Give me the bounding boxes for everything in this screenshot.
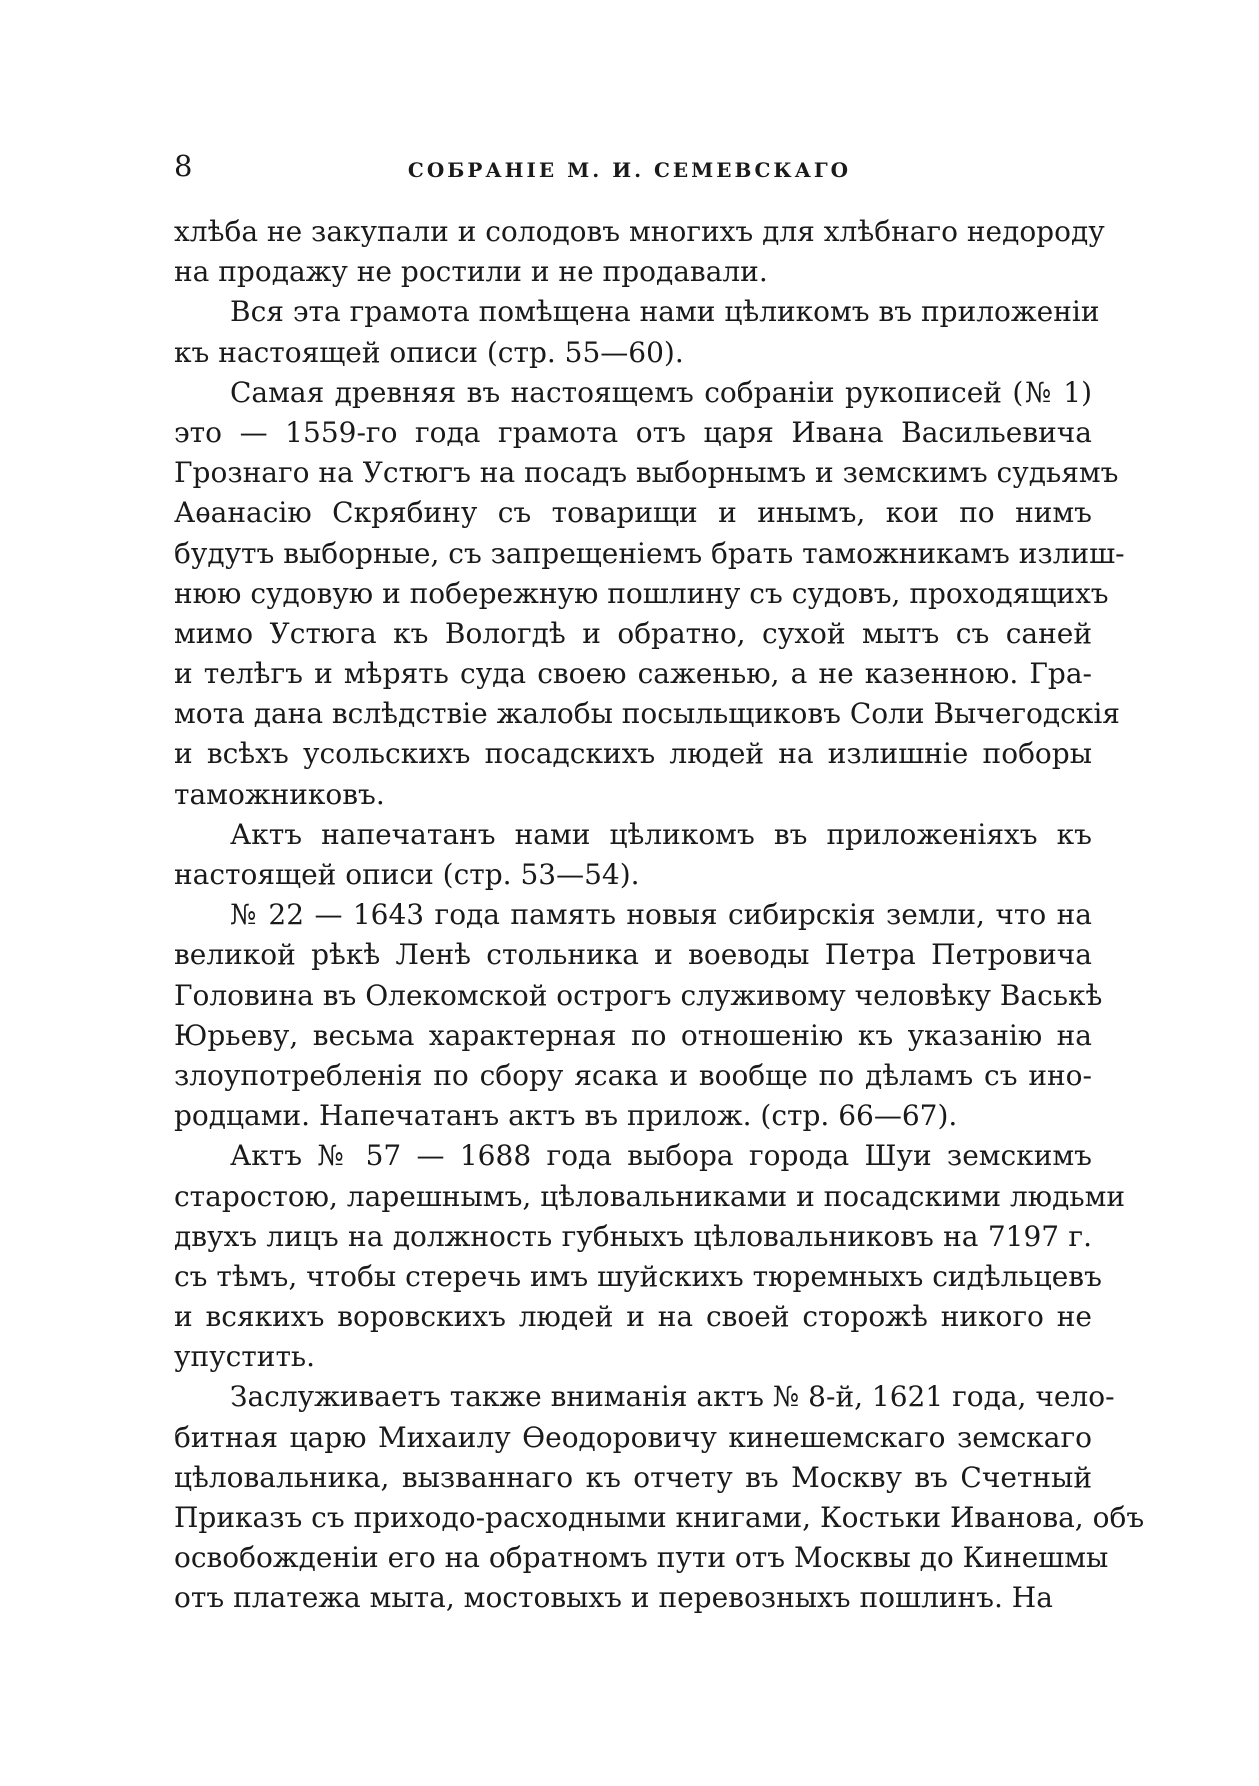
body-text: [174, 212, 1145, 1619]
text-line: Грознаго на Устюгъ на посадъ выборнымъ и земскимъ судьямъ: [174, 456, 1119, 490]
text-line: Юрьеву, весьма характерная по отношенію къ указанію на: [174, 1018, 1092, 1052]
text-line: съ тѣмъ, чтобы стеречь имъ шуйскихъ тюремныхъ сидѣльцевъ: [174, 1259, 1102, 1293]
text-line: къ настоящей описи (стр. 55—60).: [174, 335, 684, 369]
text-line: хлѣба не закупали и солодовъ многихъ для хлѣбнаго недороду: [174, 215, 1105, 248]
text-line: мота дана вслѣдствіе жалобы посыльщиковъ Соли Вычегодскія: [174, 697, 1120, 731]
text-line: Аѳанасію Скрябину съ товарищи и инымъ, кои по нимъ: [174, 496, 1092, 530]
text-line: Головина въ Олекомской острогъ служивому человѣку Васькѣ: [174, 978, 1103, 1012]
running-title: СОБРАНІЕ М. И. СЕМЕВСКАГО: [407, 158, 852, 182]
page-number: 8: [174, 149, 193, 183]
text-line: родцами. Напечатанъ актъ въ прилож. (стр. 66—67).: [174, 1099, 958, 1133]
text-line: Актъ напечатанъ нами цѣликомъ въ приложеніяхъ къ: [230, 817, 1092, 851]
text-line: великой рѣкѣ Ленѣ стольника и воеводы Петра Петровича: [174, 938, 1092, 972]
text-line: и всѣхъ усольскихъ посадскихъ людей на излишніе поборы: [174, 737, 1092, 771]
paragraph: [174, 1136, 1126, 1377]
text-line: отъ платежа мыта, мостовыхъ и перевозныхъ пошлинъ. На: [174, 1581, 1053, 1615]
text-line: нюю судовую и побережную пошлину съ судовъ, проходящихъ: [174, 576, 1109, 610]
paragraph: [174, 292, 1100, 372]
text-line: Актъ № 57 — 1688 года выбора города Шуи земскимъ: [230, 1139, 1092, 1173]
text-line: старостою, ларешнымъ, цѣловальниками и посадскими людьми: [174, 1179, 1126, 1213]
text-line: и всякихъ воровскихъ людей и на своей сторожѣ никого не: [174, 1300, 1092, 1334]
text-line: цѣловальника, вызваннаго къ отчету въ Москву въ Счетный: [174, 1460, 1092, 1494]
text-line: освобожденіи его на обратномъ пути отъ Москвы до Кинешмы: [174, 1541, 1109, 1575]
text-line: злоупотребленія по сбору ясака и вообще по дѣламъ съ ино-: [174, 1058, 1092, 1092]
paragraph: [174, 1377, 1145, 1618]
text-line: Вся эта грамота помѣщена нами цѣликомъ въ приложеніи: [230, 295, 1100, 329]
text-line: будутъ выборные, съ запрещеніемъ брать таможникамъ излиш-: [174, 536, 1125, 570]
text-line: № 22 — 1643 года память новыя сибирскія земли, что на: [230, 898, 1092, 932]
text-line: мимо Устюга къ Вологдѣ и обратно, сухой мытъ съ саней: [174, 616, 1092, 650]
text-line: настоящей описи (стр. 53—54).: [174, 858, 640, 891]
paragraph: [174, 373, 1125, 815]
text-line: битная царю Михаилу Ѳеодоровичу кинешемскаго земскаго: [174, 1420, 1092, 1454]
text-line: Заслуживаетъ также вниманія актъ № 8-й, 1621 года, чело-: [230, 1380, 1115, 1414]
text-line: это — 1559-го года грамота отъ царя Ивана Васильевича: [174, 415, 1092, 449]
text-line: Приказъ съ приходо-расходными книгами, Костьки Иванова, объ: [174, 1501, 1145, 1534]
paragraph: [174, 815, 1092, 895]
text-line: на продажу не ростили и не продавали.: [174, 255, 768, 289]
text-line: таможниковъ.: [174, 777, 385, 811]
text-line: упустить.: [174, 1340, 316, 1374]
text-line: и телѣгъ и мѣрять суда своею саженью, а не казенною. Гра-: [174, 657, 1092, 691]
paragraph: [174, 895, 1103, 1136]
paragraph: [174, 212, 1105, 292]
text-line: Самая древняя въ настоящемъ собраніи рукописей (№ 1): [230, 375, 1092, 409]
text-line: двухъ лицъ на должность губныхъ цѣловальниковъ на 7197 г.: [174, 1219, 1092, 1253]
